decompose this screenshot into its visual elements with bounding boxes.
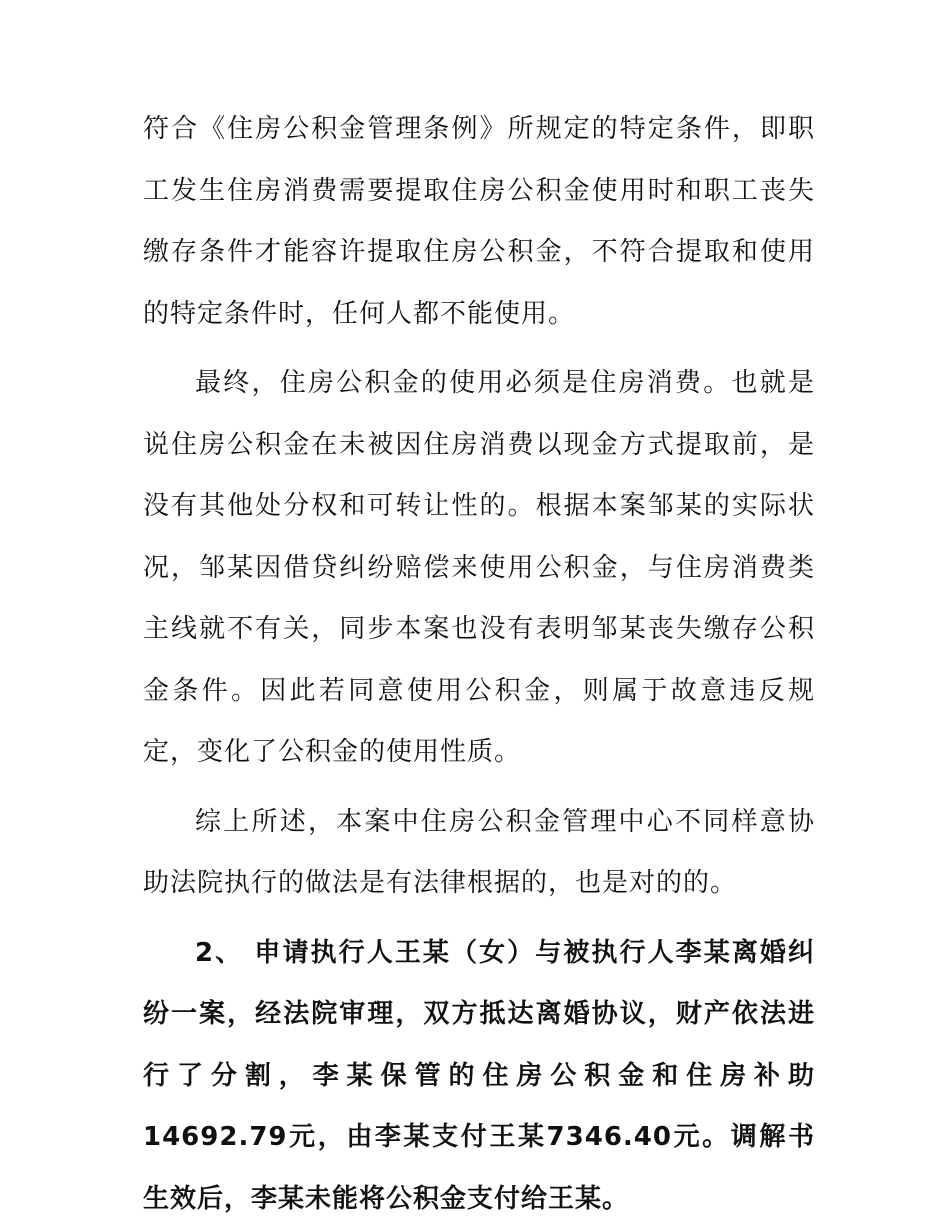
document-body: [143, 99, 815, 1230]
paragraph-conclusion: 综上所述，本案中住房公积金管理中心不同样意协助法院执行的做法是有法律根据的，也是对的的。: [143, 806, 815, 898]
paragraph-conditions: 符合《住房公积金管理条例》所规定的特定条件，即职工发生住房消费需要提取住房公积金使用时和职工丧失缴存条件才能容许提取住房公积金，不符合提取和使用的特定条件时，任何人都不能使用。: [143, 114, 815, 329]
paragraph-usage-nature: 最终，住房公积金的使用必须是住房消费。也就是说住房公积金在未被因住房消费以现金方式提取前，是没有其他处分权和可转让性的。根据本案邹某的实际状况，邹某因借贷纠纷赔偿来使用公积金，与住房消费类主线就不有关，同步本案也没有表明邹某丧失缴存公积金条件。因此若同意使用公积金，则属于故意违反规定，变化了公积金的使用性质。: [143, 368, 815, 767]
paragraph-case-two: 2、 申请执行人王某（女）与被执行人李某离婚纠纷一案，经法院审理，双方抵达离婚协议，财产依法进行了分割，李某保管的住房公积金和住房补助14692.79元，由李某支付王某7346.40元。调解书生效后，李某未能将公积金支付给王某。: [143, 937, 815, 1214]
